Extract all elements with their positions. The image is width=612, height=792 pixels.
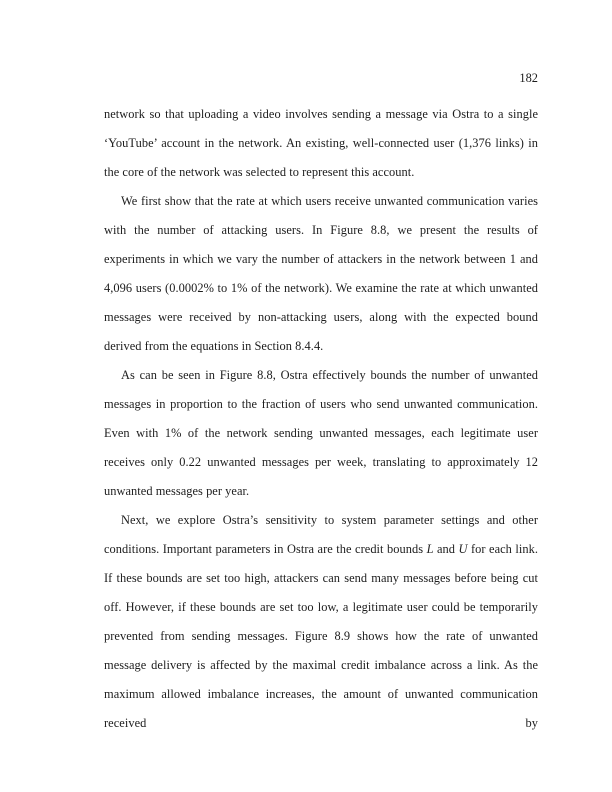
paragraph-1-text: network so that uploading a video involves sending a message via Ostra to a single ‘YouTube’ account in the network. An existing, well-connected user (1,376 links) in the core of the network was selected to represent this account. (104, 107, 538, 179)
paragraph-4-text-b: and (433, 542, 459, 556)
page-number: 182 (519, 71, 538, 85)
paragraph-2 (104, 187, 538, 361)
paragraph-3-text: As can be seen in Figure 8.8, Ostra effectively bounds the number of unwanted messages in proportion to the fraction of users who send unwanted communication. Even with 1% of the network sending unwanted messages, each legitimate user receives only 0.22 unwanted messages per week, translating to approximately 12 unwanted messages per year. (104, 368, 538, 498)
math-variable-L: L (426, 542, 434, 556)
body-text (104, 100, 538, 738)
paragraph-3 (104, 361, 538, 506)
paragraph-4 (104, 506, 538, 738)
paragraph-2-text: We first show that the rate at which users receive unwanted communication varies with the number of attacking users. In Figure 8.8, we present the results of experiments in which we vary the number of attackers in the network between 1 and 4,096 users (0.0002% to 1% of the network). We examine the rate at which unwanted messages were received by non-attacking users, along with the expected bound derived from the equations in Section 8.4.4. (104, 194, 538, 353)
math-variable-U: U (458, 542, 468, 556)
paragraph-1 (104, 100, 538, 187)
paragraph-4-text-c: for each link. If these bounds are set too high, attackers can send many messages before being cut off. However, if these bounds are set too low, a legitimate user could be temporarily prevented from sending messages. Figure 8.9 shows how the rate of unwanted message delivery is affected by the maximal credit imbalance across a link. As the maximum allowed imbalance increases, the amount of unwanted communication received by (104, 542, 538, 730)
paragraph-4-text-a: Next, we explore Ostra’s sensitivity to system parameter settings and other conditions. Important parameters in Ostra are the credit bounds (104, 513, 538, 556)
